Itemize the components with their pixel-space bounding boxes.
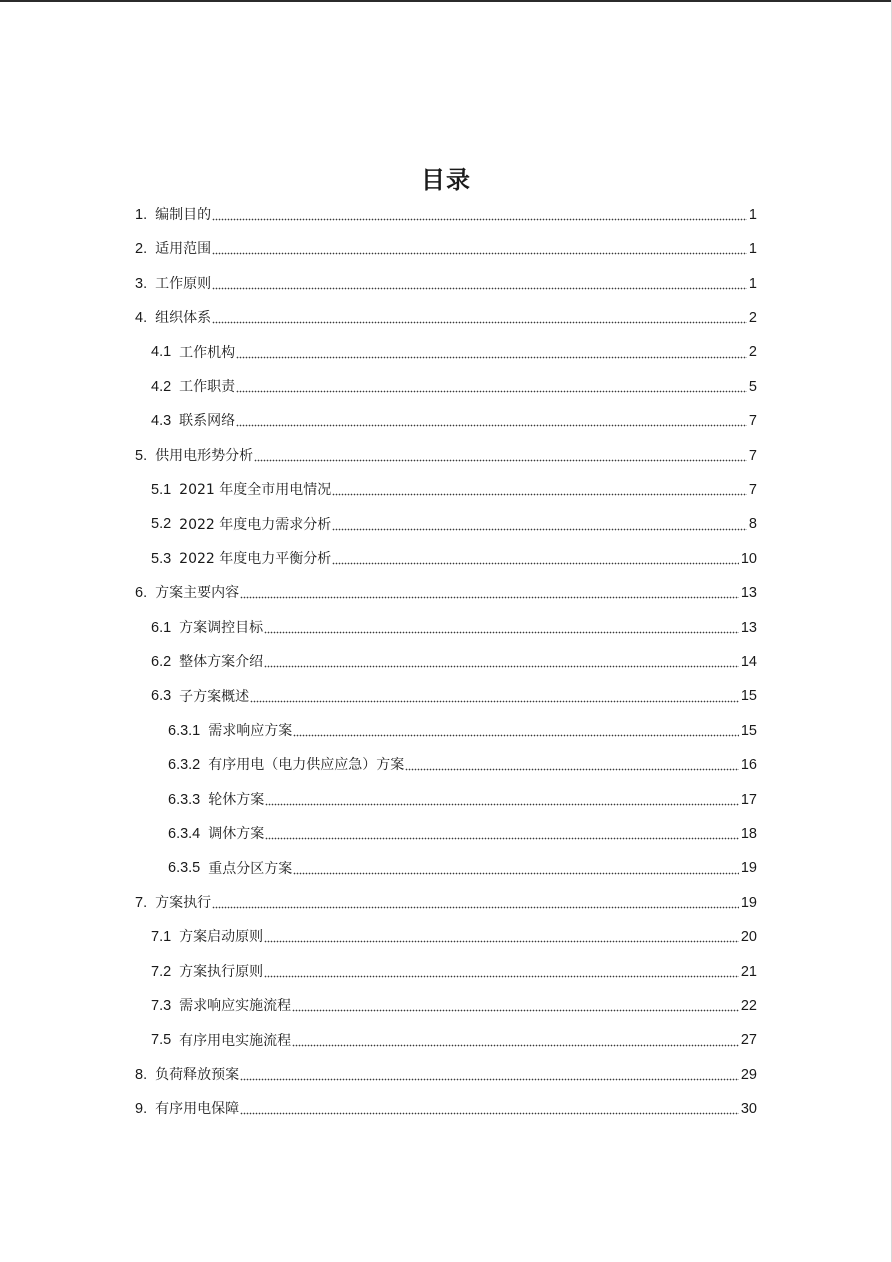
toc-entry-number: 6.1 xyxy=(151,619,172,636)
toc-entry[interactable] xyxy=(168,852,757,886)
toc-entry-page-number: 1 xyxy=(748,241,757,258)
toc-entry-number: 6.3.4 xyxy=(168,825,201,842)
toc-entry-number: 6.3.3 xyxy=(168,791,201,808)
toc-entry-number: 5.3 xyxy=(151,550,172,567)
toc-entry[interactable] xyxy=(135,886,757,920)
toc-entry-number: 1. xyxy=(135,206,148,223)
toc-entry-number: 7.2 xyxy=(151,963,172,980)
toc-dot-leader xyxy=(293,865,739,875)
toc-entry-page-number: 19 xyxy=(740,860,757,877)
toc-entry-page-number: 20 xyxy=(740,929,757,946)
toc-entry-page-number: 5 xyxy=(748,378,757,395)
toc-entry-number: 6.2 xyxy=(151,653,172,670)
toc-entry[interactable] xyxy=(151,955,757,989)
toc-entry[interactable] xyxy=(168,817,757,851)
toc-entry-title: 2022 年度电力平衡分析 xyxy=(179,551,332,567)
toc-entry[interactable] xyxy=(151,370,757,404)
toc-entry-page-number: 7 xyxy=(748,447,757,464)
toc-dot-leader xyxy=(236,349,747,359)
toc-entry-title: 方案调控目标 xyxy=(179,619,264,636)
toc-dot-leader xyxy=(264,968,739,978)
toc-entry-title: 负荷释放预案 xyxy=(155,1067,240,1083)
toc-entry-page-number: 1 xyxy=(748,206,757,223)
toc-entry[interactable] xyxy=(135,1058,757,1092)
toc-entry-number: 6.3.1 xyxy=(168,722,201,739)
toc-dot-leader xyxy=(236,417,747,427)
toc-entry-page-number: 7 xyxy=(748,481,757,498)
toc-entry-title: 方案执行 xyxy=(155,895,212,911)
toc-entry[interactable] xyxy=(168,783,757,817)
toc-dot-leader xyxy=(212,899,739,909)
toc-entry-number: 4. xyxy=(135,309,148,326)
toc-entry-number: 2. xyxy=(135,241,148,258)
toc-entry-title: 重点分区方案 xyxy=(208,860,293,877)
toc-dot-leader xyxy=(212,211,747,221)
toc-entry-page-number: 22 xyxy=(740,997,757,1014)
toc-entry[interactable] xyxy=(151,989,757,1023)
toc-entry-page-number: 17 xyxy=(740,791,757,808)
toc-entry-page-number: 19 xyxy=(740,894,757,911)
toc-entry-number: 6.3.5 xyxy=(168,860,201,877)
toc-entry-page-number: 8 xyxy=(748,516,757,533)
toc-entry-number: 4.1 xyxy=(151,344,172,361)
toc-entry-page-number: 30 xyxy=(740,1101,757,1118)
toc-entry-number: 3. xyxy=(135,275,148,292)
toc-dot-leader xyxy=(292,1002,739,1012)
toc-entry-page-number: 27 xyxy=(740,1032,757,1049)
toc-dot-leader xyxy=(250,693,739,703)
toc-entry-page-number: 15 xyxy=(740,688,757,705)
toc-dot-leader xyxy=(405,761,739,771)
toc-dot-leader xyxy=(254,452,747,462)
toc-entry-number: 4.2 xyxy=(151,378,172,395)
toc-entry-page-number: 16 xyxy=(740,757,757,774)
toc-entry-title: 整体方案介绍 xyxy=(179,654,264,671)
toc-entry-title: 方案执行原则 xyxy=(179,963,264,980)
toc-entry-page-number: 14 xyxy=(740,653,757,670)
toc-entry-title: 供用电形势分析 xyxy=(155,447,254,464)
toc-entry-title: 方案启动原则 xyxy=(179,929,264,946)
toc-entry-title: 方案主要内容 xyxy=(155,585,240,602)
toc-entry[interactable] xyxy=(151,404,757,438)
toc-dot-leader xyxy=(240,1071,739,1081)
toc-entry-number: 5.1 xyxy=(151,481,172,498)
toc-dot-leader xyxy=(212,245,747,255)
toc-title: 目录 xyxy=(421,166,471,194)
toc-entry-number: 5.2 xyxy=(151,516,172,533)
toc-entry-page-number: 21 xyxy=(740,963,757,980)
toc-entry[interactable] xyxy=(135,439,757,473)
page-top-border xyxy=(0,0,892,2)
toc-entry-title: 调休方案 xyxy=(208,826,265,843)
toc-entry-page-number: 13 xyxy=(740,619,757,636)
toc-entry-title: 工作原则 xyxy=(155,275,212,292)
toc-entry[interactable] xyxy=(151,473,757,507)
toc-entry-title: 有序用电（电力供应应急）方案 xyxy=(208,757,405,774)
toc-entry-number: 4.3 xyxy=(151,413,172,430)
toc-entry-number: 6.3 xyxy=(151,688,172,705)
toc-dot-leader xyxy=(292,1037,739,1047)
toc-entry[interactable] xyxy=(151,508,757,542)
toc-dot-leader xyxy=(236,383,747,393)
toc-entry-page-number: 18 xyxy=(740,825,757,842)
toc-dot-leader xyxy=(212,314,747,324)
toc-entry-number: 7.1 xyxy=(151,929,172,946)
toc-entry[interactable] xyxy=(135,576,757,610)
toc-entry-page-number: 10 xyxy=(740,550,757,567)
toc-entry-number: 8. xyxy=(135,1066,148,1083)
toc-entry-title: 联系网络 xyxy=(179,413,236,430)
toc-entry-page-number: 1 xyxy=(748,275,757,292)
toc-entry-page-number: 29 xyxy=(740,1066,757,1083)
toc-entry-title: 2022 年度电力需求分析 xyxy=(179,516,332,533)
toc-entry[interactable] xyxy=(151,336,757,370)
toc-entry-title: 有序用电保障 xyxy=(155,1101,240,1118)
toc-entry-number: 6.3.2 xyxy=(168,757,201,774)
toc-entry-title: 2021 年度全市用电情况 xyxy=(179,482,332,499)
toc-dot-leader xyxy=(265,830,739,840)
toc-entry[interactable] xyxy=(168,714,757,748)
toc-entry[interactable] xyxy=(151,1024,757,1058)
toc-dot-leader xyxy=(212,280,747,290)
toc-entry-number: 6. xyxy=(135,585,148,602)
toc-entry-number: 7.3 xyxy=(151,997,172,1014)
toc-entry[interactable] xyxy=(151,680,757,714)
toc-entry-title: 适用范围 xyxy=(155,241,212,258)
toc-entry[interactable] xyxy=(151,920,757,954)
toc-dot-leader xyxy=(240,1105,739,1115)
toc-entry-number: 9. xyxy=(135,1101,148,1118)
toc-entry-number: 7.5 xyxy=(151,1032,172,1049)
toc-entry-page-number: 2 xyxy=(748,309,757,326)
toc-entry[interactable] xyxy=(135,232,757,266)
toc-entry[interactable] xyxy=(151,611,757,645)
toc-entry-page-number: 15 xyxy=(740,722,757,739)
toc-entry-page-number: 13 xyxy=(740,585,757,602)
toc-entry-number: 5. xyxy=(135,447,148,464)
toc-entry-page-number: 2 xyxy=(748,344,757,361)
toc-entry[interactable] xyxy=(135,267,757,301)
toc-dot-leader xyxy=(332,486,747,496)
toc-dot-leader xyxy=(293,727,739,737)
toc-entry-title: 工作职责 xyxy=(179,379,236,395)
toc-entry-number: 7. xyxy=(135,894,148,911)
toc-entry-title: 子方案概述 xyxy=(179,688,250,705)
toc-dot-leader xyxy=(240,589,739,599)
toc-entry-title: 轮休方案 xyxy=(208,791,265,808)
toc-entry[interactable] xyxy=(135,301,757,335)
toc-dot-leader xyxy=(264,624,739,634)
toc-entry-title: 有序用电实施流程 xyxy=(179,1032,292,1049)
toc-dot-leader xyxy=(332,521,747,531)
toc-entry[interactable] xyxy=(151,645,757,679)
toc-entry-page-number: 7 xyxy=(748,413,757,430)
toc-dot-leader xyxy=(332,555,739,565)
toc-entry-title: 工作机构 xyxy=(179,344,236,361)
toc-dot-leader xyxy=(264,933,739,943)
toc-entry[interactable] xyxy=(151,542,757,576)
toc-entry-title: 需求响应方案 xyxy=(208,723,293,739)
toc-entry-title: 需求响应实施流程 xyxy=(179,998,292,1015)
toc-entry-title: 编制目的 xyxy=(155,207,212,223)
toc-dot-leader xyxy=(265,796,739,806)
toc-entry[interactable] xyxy=(168,748,757,782)
toc-entry[interactable] xyxy=(135,1092,757,1126)
toc-entry[interactable] xyxy=(135,198,757,232)
toc-entry-title: 组织体系 xyxy=(155,310,212,327)
toc-dot-leader xyxy=(264,658,739,668)
